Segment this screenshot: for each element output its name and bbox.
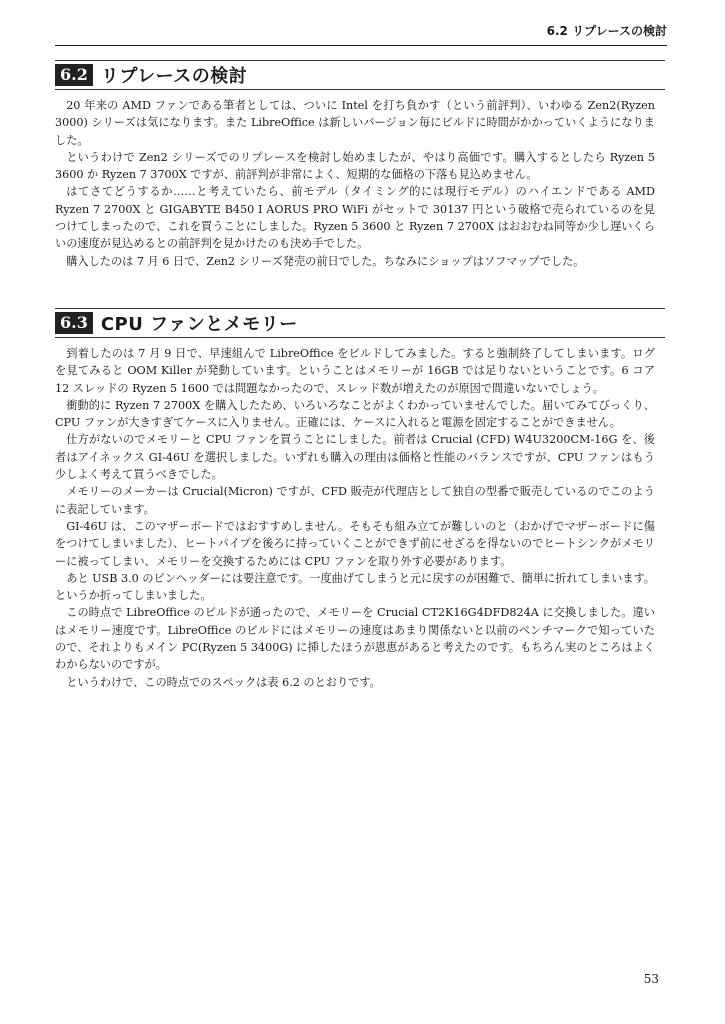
paragraph: 購入したのは 7 月 6 日で、Zen2 シリーズ発売の前日でした。ちなみにショップはソフマップでした。 [66, 254, 585, 268]
section-heading-6-2 [55, 60, 665, 90]
paragraph: この時点で LibreOffice のビルドが通ったので、メモリーを Crucial CT2K16G4DFD824A に交換しました。違いはメモリー速度です。LibreOffice のビルドにはメモリーの速度はあまり関係ないと以前のベンチマークで知っていたので、それよりもメイン PC(Ryzen 5 3400G) に挿したほうが恩恵があると考えたのです。もちろん実のところはよくわからないのですが。 [55, 606, 655, 672]
paragraph: GI-46U は、このマザーボードではおすすめしません。そもそも組み立てが難しいのと（おかげでマザーボードに傷をつけてしまいました）、ヒートパイプを後ろに持っていくことができず前にせざるを得ないのでヒートシンクがメモリーに被ってしまい、メモリーを交換するためには CPU ファンを取り外す必要があります。 [55, 519, 655, 568]
section-title: リプレースの検討 [100, 66, 248, 87]
paragraph: 20 年来の AMD ファンである筆者としては、ついに Intel を打ち負かす（という前評判）、いわゆる Zen2(Ryzen 3000) シリーズは気になります。また LibreOffice は新しいバージョン毎にビルドに時間がかかっていくようになりました。 [55, 99, 655, 147]
paragraph: というわけで、この時点でのスペックは表 6.2 のとおりです。 [66, 675, 381, 689]
paragraph: メモリーのメーカーは Crucial(Micron) ですが、CFD 販売が代理店として独自の型番で販売しているのでこのように表記しています。 [55, 485, 655, 516]
section-heading-6-3 [55, 308, 665, 338]
page-number: 53 [643, 972, 659, 986]
paragraph: 仕方がないのでメモリーと CPU ファンを買うことにしました。前者は Crucial (CFD) W4U3200CM-16G を、後者はアイネックス GI-46U を選択しました。いずれも購入の理由は価格と性能のバランスですが、CPU ファンはもう少しよく考えて買うべきでした。 [55, 433, 655, 482]
paragraph: はてさてどうするか……と考えていたら、前モデル（タイミング的には現行モデル）のハイエンドである AMD Ryzen 7 2700X と GIGABYTE B450 I AORUS PRO WiFi がセットで 30137 円という破格で売られているのを見つけてしまったので、これを買うことにしました。Ryzen 5 3600 と Ryzen 7 2700X はおおむね同等か少し遅いくらいの速度が見込めるとの前評判を見かけたのも決め手でした。 [55, 185, 655, 251]
section-title: CPU ファンとメモリー [100, 314, 298, 335]
running-header: 6.2 リプレースの検討 [55, 22, 667, 46]
section-body-6-3 [55, 345, 655, 691]
section-number: 6.2 [55, 64, 93, 86]
paragraph: あと USB 3.0 のピンヘッダーには要注意です。一度曲げてしまうと元に戻すのが困難で、簡単に折れてしまいます。というか折ってしまいました。 [55, 571, 655, 603]
paragraph: というわけで Zen2 シリーズでのリプレースを検討し始めましたが、やはり高価です。購入するとしたら Ryzen 5 3600 か Ryzen 7 3700X ですが、前評判が非常によく、短期的な価格の下落も見込めません。 [55, 150, 655, 182]
section-body-6-2 [55, 97, 655, 270]
paragraph: 衝動的に Ryzen 7 2700X を購入したため、いろいろなことがよくわかっていませんでした。届いてみてびっくり、CPU ファンが大きすぎてケースに入りません。正確には、ケースに入れると電源を固定することができません。 [55, 398, 655, 430]
section-number: 6.3 [55, 312, 93, 334]
paragraph: 到着したのは 7 月 9 日で、早速組んで LibreOffice をビルドしてみました。すると強制終了してしまいます。ログを見てみると OOM Killer が発動しています。ということはメモリーが 16GB では足りないということです。6 コア 12 スレッドの Ryzen 5 1600 では問題なかったので、スレッド数が増えたのが原因で間違いないでしょう。 [55, 347, 655, 395]
